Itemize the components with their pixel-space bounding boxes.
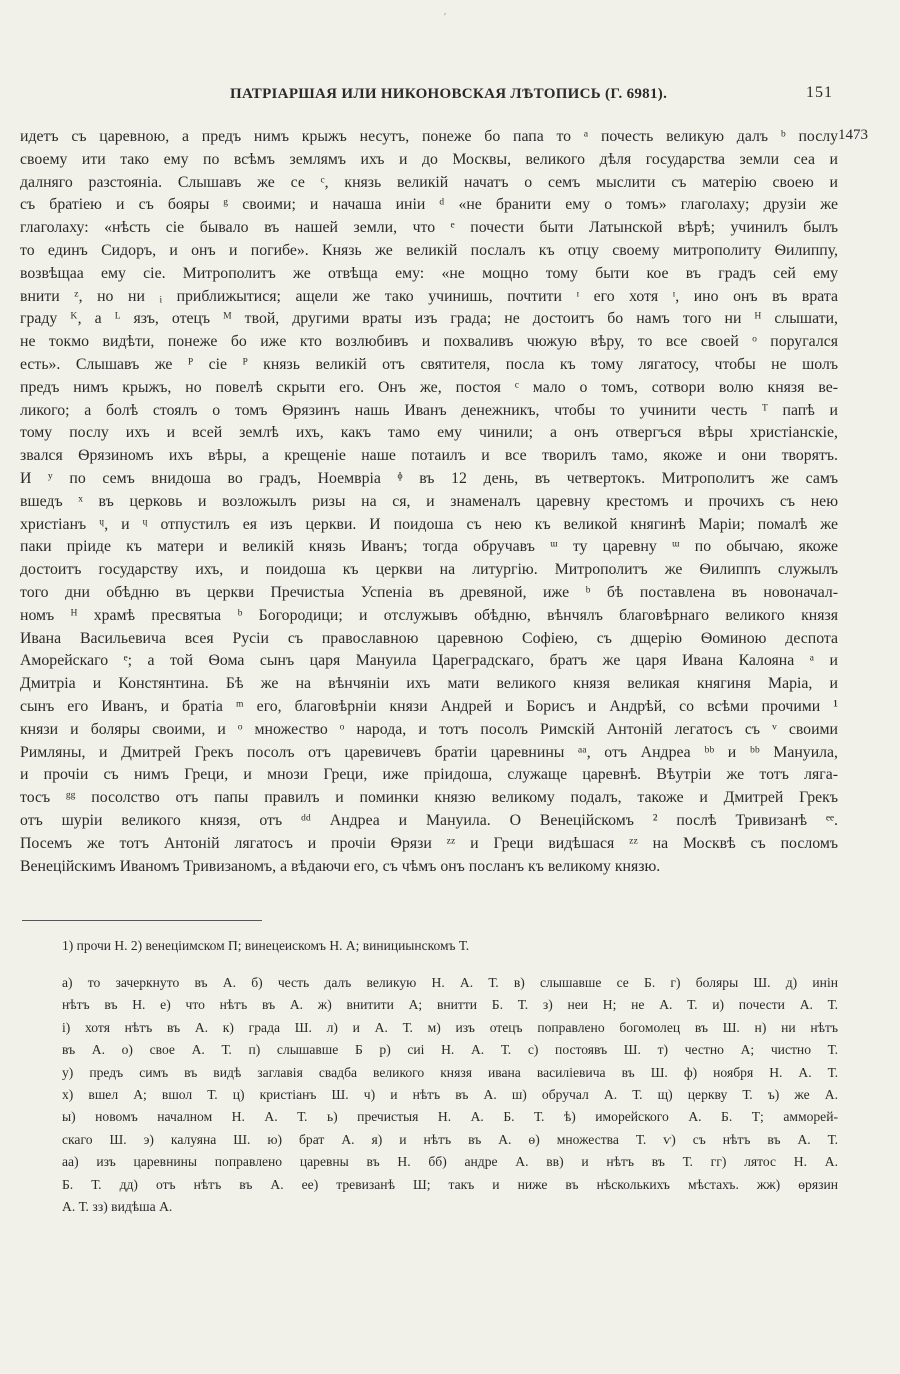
text-line: ликого; а болѣ стоялъ о томъ Ѳрязинъ нашь Иванъ денежникъ, чтобы то учинити честь ᵀ папѣ и [20, 401, 838, 419]
lettered-footnotes [62, 972, 838, 1218]
text-line: предъ нимъ крыжъ, но повелѣ скрыти его. Онъ же, постоя ᶜ мало о томъ, сотвори волю князя ве- [20, 378, 838, 396]
text-line: князи и боляры своими, и ᵒ множество ᵒ народа, и тотъ посолъ Римскій Антоній легатосъ съ ᵛ своими [20, 720, 838, 738]
text-line: есть». Слышавъ же ᴾ сіе ᴾ князь великій отъ святителя, посла къ тому лягатосу, чтобы не шолъ [20, 355, 838, 373]
footnote-divider [22, 920, 262, 921]
text-line: сынъ его Иванъ, и братіа ᵐ его, благовѣрніи князи Андрей и Борисъ и Андрѣй, со всѣми прочими ¹ [20, 697, 838, 715]
text-line: Венеційскимъ Иваномъ Тривизаномъ, а вѣдаючи его, съ чѣмъ онъ посланъ къ великому князю. [20, 857, 661, 875]
text-line: съ братіею и съ бояры ᵍ своими; и начаша иніи ᵈ «не бранити ему о томъ» глаголаху; друзіи же [20, 196, 838, 214]
footnote-line: і) хотя нѣтъ въ А. к) града Ш. л) и А. Т. м) изъ отецъ поправлено богомолец въ Ш. н) ни нѣтъ [62, 1019, 838, 1035]
footnote-line: у) предъ симъ въ видѣ заглавія свадба великого князя ивана василіевича въ Ш. ф) ноября Н. А. Т. [62, 1064, 838, 1080]
running-title: ПАТРІАРШАЯ ИЛИ НИКОНОВСКАЯ ЛѢТОПИСЬ (Г. 6981). [230, 86, 668, 102]
text-line: тосъ ᵍᵍ посолство отъ папы правилъ и поминки князю великому подалъ, такоже и Дмитрей Грекъ [20, 789, 838, 807]
text-line: Дмитріа и Констянтина. Бѣ же на вѣнчяніи ихъ мати великого князя великая княгиня Маріа, и [20, 675, 838, 693]
text-line: И ʸ по семъ внидоша во градъ, Ноемвріа ᶲ въ 12 день, въ четвертокъ. Митрополитъ же самъ [20, 469, 838, 487]
text-line: своему ити тако ему по всѣмъ землямъ ихъ и до Москвы, великого дѣля государства земли сеа и [20, 150, 838, 168]
text-line: Аморейскаго ᵉ; а той Ѳома сынъ царя Мануила Цареградскаго, братъ же царя Ивана Калояна ᵃ и [20, 652, 838, 670]
text-line: звался Ѳрязиномъ ихъ вѣры, а крещеніе наше потаилъ и все творилъ тамо, якоже и они творятъ. [20, 447, 838, 465]
footnote-line: въ А. о) свое А. Т. п) слышавше Б р) сиі Н. А. Т. с) постоявъ Ш. т) честно А; чистно Т. [62, 1042, 838, 1058]
text-line: и прочіи съ нимъ Греци, и мнози Греци, иже пріидоша, служаще царевнѣ. Вѣутріи же тотъ лягa- [20, 766, 838, 784]
text-line: достоитъ государству ихъ, и поидоша къ церкви на литургію. Митрополитъ же Ѳилиппъ служылъ [20, 561, 838, 579]
text-line: номъ ᴴ храмѣ пресвятыа ᵇ Богородици; и отслужывъ обѣдню, вѣнчялъ благовѣрнаго великого князя [20, 606, 838, 624]
chronicle-text [20, 126, 838, 878]
footnote-line: Б. Т. дд) отъ нѣтъ въ А. ее) тревизанѣ Ш; такъ и ниже въ нѣсколькихъ мѣстахъ. жж) ѳрязин [62, 1176, 838, 1192]
text-line: Римляны, и Дмитрей Грекъ посолъ отъ царевичевъ братіи царевнины ᵃᵃ, отъ Андреа ᵇᵇ и ᵇᵇ Мануила, [20, 743, 838, 761]
page-number: 151 [806, 84, 833, 101]
footnote-line: аа) изъ царевнины поправлено царевны въ Н. бб) андре А. вв) и нѣтъ въ Т. гг) лятос Н. А. [62, 1154, 838, 1170]
text-line: тому послу ихъ и всей землѣ ихъ, какъ тамо ему чинили; а онъ отвергъся вѣры христіанскіе, [20, 424, 838, 442]
text-line: внити ᶻ, но ни ᵢ приближытися; ащели же тако учинишь, почтити ᶦ его хотя ᶦ, ино онъ въ врата [20, 287, 838, 305]
text-line: того дни обѣдню въ церкви Пречистыа Успеніа въ древяной, иже ᵇ бѣ поставлена въ новоначал- [20, 583, 838, 601]
footnote-line: нѣтъ въ Н. е) что нѣтъ въ А. ж) внитити А; внитти Б. Т. з) неи Н; не А. Т. и) почести А. Т. [62, 997, 838, 1013]
numbered-footnotes: 1) прочи Н. 2) венеціимском П; винецеискомъ Н. А; винициынскомъ Т. [62, 938, 470, 953]
text-line: глаголаху: «нѣсть сіе бывало въ нашей земли, что ᵉ почести быти Латынской вѣрѣ; учинилъ былъ [20, 219, 838, 237]
text-line: отъ шуріи великого князя, отъ ᵈᵈ Андреа и Мануила. О Венеційскомъ ² послѣ Тривизанѣ ᵉᵉ. [20, 811, 838, 829]
text-line: возвѣщаа ему сіе. Митрополитъ же отвѣща ему: «не мощно тому быти кое въ градъ сей ему [20, 264, 838, 282]
text-line: далняго разстояніа. Слышавъ же се ᶜ, князь великій начатъ о семъ мыслити съ матерію своею и [20, 173, 838, 191]
footnote-line: а) то зачеркнуто въ А. б) честь далъ великую Н. А. Т. в) слышавше се Б. г) боляры Ш. д) инін [62, 975, 838, 990]
text-line: Ивана Васильевича всея Русіи съ православною царевною Софіею, съ дщерію Ѳоминою деспота [20, 629, 838, 647]
text-line: идетъ съ царевною, а предъ нимъ крыжъ несутъ, понеже бо папа то ᵃ почесть великую далъ ᵇ послу [20, 128, 838, 145]
page-fold-mark: ʹ [444, 12, 447, 23]
text-line: христіанъ ᶣ, и ᶣ отпустилъ ея изъ церкви. И поидоша съ нею къ великой княгинѣ Маріи; помалѣ же [20, 515, 838, 533]
footnote-line: х) вшел А; вшол Т. ц) кристіанъ Ш. ч) и нѣтъ въ А. ш) обручал А. Т. щ) церкву Т. ъ) же А. [62, 1086, 838, 1102]
text-line: не токмо видѣти, понеже бо иже кто возлюбивъ и похваливъ чюжую вѣру, то все своей ᵒ поругался [20, 333, 838, 351]
footnote-line: А. Т. зз) видѣша А. [62, 1198, 173, 1214]
text-line: то единъ Сидоръ, и онъ и погибе». Князь же великій послалъ къ отцу своему митрополиту Ѳилиппу, [20, 241, 838, 259]
footnote-line: скаго Ш. э) калуяна Ш. ю) брат А. я) и нѣтъ въ А. ѳ) множества Т. ѵ) съ нѣтъ въ А. Т. [62, 1131, 838, 1147]
text-line: вшедъ ˣ въ церковь и возложылъ ризы на ся, и знаменалъ царевну крестомъ и прочихъ съ нею [20, 492, 838, 510]
footnote-line: ы) новомъ началном Н. А. Т. ь) пречистыя Н. А. Б. Т. ѣ) иморейского А. Б. Т; амморей- [62, 1109, 838, 1125]
text-line: Посемъ же тотъ Антоній лягатосъ и прочіи Ѳрязи ᶻᶻ и Греци видѣшася ᶻᶻ на Москвѣ съ посломъ [20, 834, 838, 852]
text-line: паки пріиде къ матери и великій князь Иванъ; тогда обручавъ ᵚ ту царевну ᵚ по обычаю, якоже [20, 538, 838, 556]
text-line: граду ᴷ, а ᴸ язъ, отецъ ᴹ твой, другими враты изъ града; не достоитъ бо намъ того ни ᴴ слышати, [20, 310, 838, 328]
margin-year: 1473 [838, 127, 868, 143]
